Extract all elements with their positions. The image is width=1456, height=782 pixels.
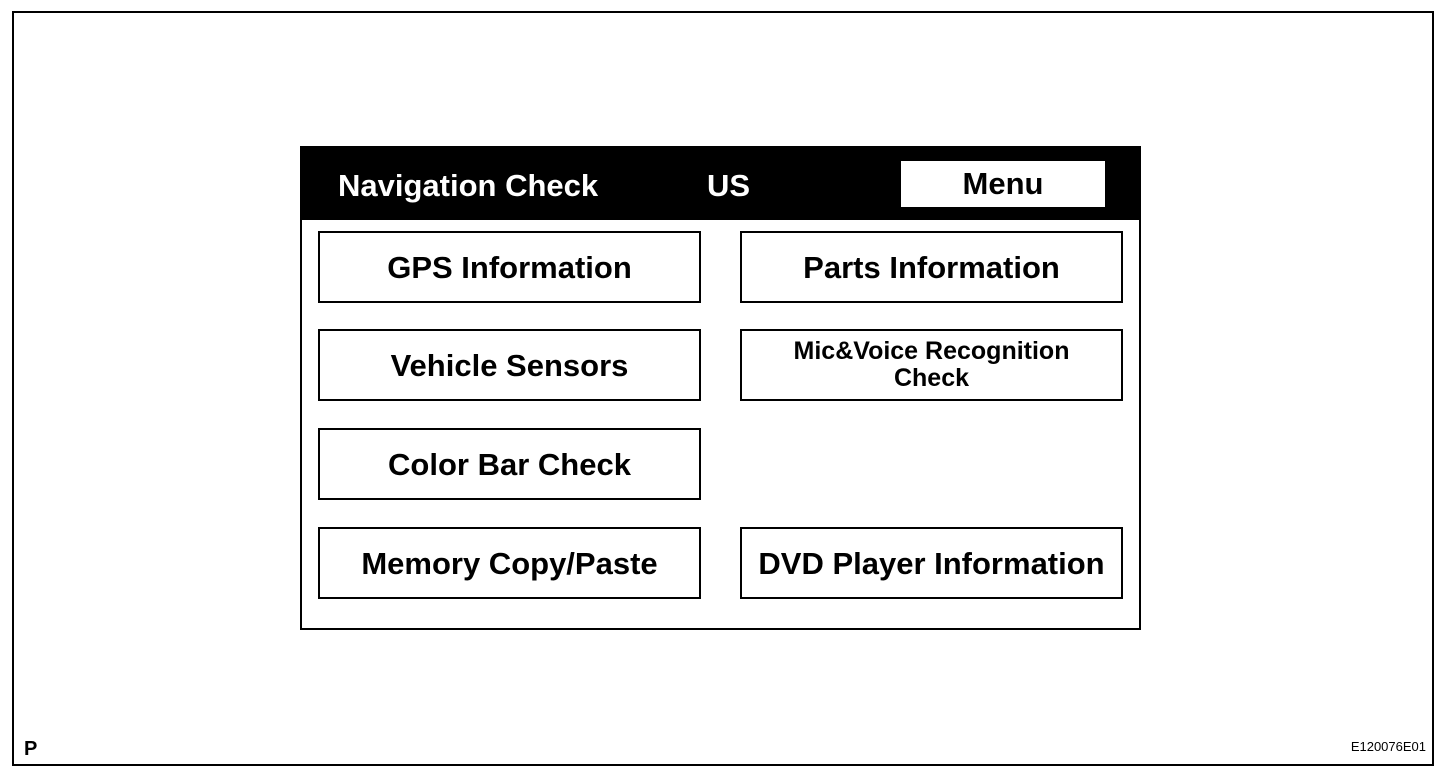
screen-title: Navigation Check xyxy=(338,168,599,203)
gps-information-button[interactable]: GPS Information xyxy=(318,231,701,303)
mic-voice-label-line2: Check xyxy=(893,364,970,392)
mic-voice-recognition-check-button[interactable] xyxy=(740,329,1123,401)
corner-label: P xyxy=(24,738,38,760)
mic-voice-label-line1: Mic&Voice Recognition xyxy=(793,337,1070,365)
menu-button[interactable]: Menu xyxy=(901,161,1105,207)
title-bar xyxy=(302,148,1139,220)
color-bar-check-button[interactable]: Color Bar Check xyxy=(318,428,701,500)
figure-code: E120076E01 xyxy=(1350,739,1426,754)
navigation-check-screen xyxy=(300,146,1141,630)
parts-information-button[interactable]: Parts Information xyxy=(740,231,1123,303)
dvd-player-information-button[interactable]: DVD Player Information xyxy=(740,527,1123,599)
memory-copy-paste-button[interactable]: Memory Copy/Paste xyxy=(318,527,701,599)
vehicle-sensors-button[interactable]: Vehicle Sensors xyxy=(318,329,701,401)
region-label: US xyxy=(707,168,751,203)
